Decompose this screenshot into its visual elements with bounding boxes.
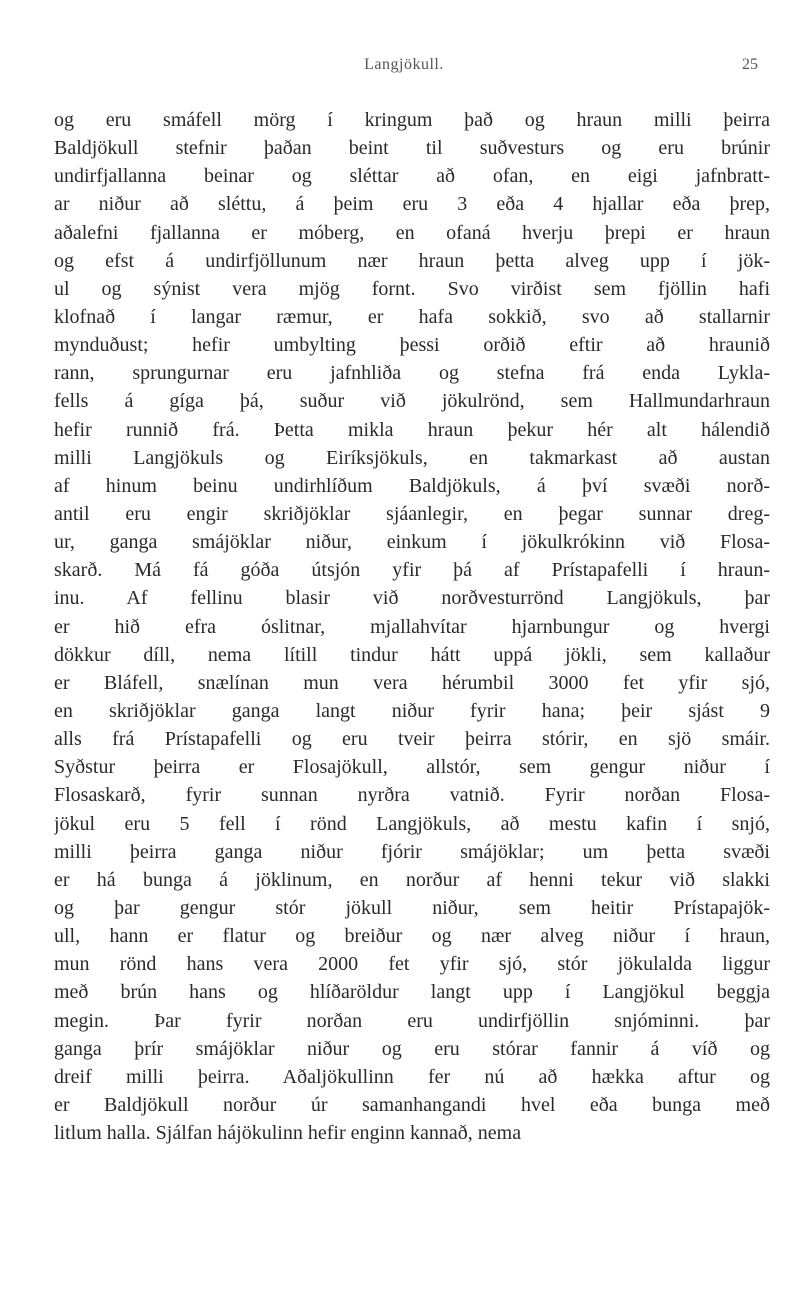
text-line: ull, hann er flatur og breiður og nær alveg niður í hraun, bbox=[54, 925, 770, 948]
text-line: antil eru engir skriðjöklar sjáanlegir, en þegar sunnar dreg- bbox=[54, 502, 770, 525]
text-line: er há bunga á jöklinum, en norður af henni tekur við slakki bbox=[54, 868, 770, 891]
text-line: jökul eru 5 fell í rönd Langjökuls, að mestu kafin í snjó, bbox=[54, 812, 770, 835]
text-line: mynduðust; hefir umbylting þessi orðið eftir að hraunið bbox=[54, 334, 770, 357]
text-line: ar niður að sléttu, á þeim eru 3 eða 4 hjallar eða þrep, bbox=[54, 193, 770, 216]
text-line: en skriðjöklar ganga langt niður fyrir hana; þeir sjást 9 bbox=[54, 699, 770, 722]
text-line: rann, sprungurnar eru jafnhliða og stefna frá enda Lykla- bbox=[54, 362, 770, 385]
text-line: inu. Af fellinu blasir við norðvesturrönd Langjökuls, þar bbox=[54, 587, 770, 610]
text-line: skarð. Má fá góða útsjón yfir þá af Prístapafelli í hraun- bbox=[54, 559, 770, 582]
text-line: megin. Þar fyrir norðan eru undirfjöllin snjóminni. þar bbox=[54, 1009, 770, 1032]
text-line: er Baldjökull norður úr samanhangandi hvel eða bunga með bbox=[54, 1093, 770, 1116]
text-line: með brún hans og hlíðaröldur langt upp í Langjökul beggja bbox=[54, 981, 770, 1004]
text-line: er Bláfell, snælínan mun vera hérumbil 3000 fet yfir sjó, bbox=[54, 671, 770, 694]
text-line: af hinum beinu undirhlíðum Baldjökuls, á því svæði norð- bbox=[54, 474, 770, 497]
text-line: og þar gengur stór jökull niður, sem heitir Prístapajök- bbox=[54, 896, 770, 919]
text-line: dreif milli þeirra. Aðaljökullinn fer nú að hækka aftur og bbox=[54, 1065, 770, 1088]
text-line: er hið efra óslitnar, mjallahvítar hjarnbungur og hvergi bbox=[54, 615, 770, 638]
text-line: hefir runnið frá. Þetta mikla hraun þekur hér alt hálendið bbox=[54, 418, 770, 441]
text-line: milli þeirra ganga niður fjórir smájöklar; um þetta svæði bbox=[54, 840, 770, 863]
text-line: undirfjallanna beinar og sléttar að ofan, en eigi jafnbratt- bbox=[54, 165, 770, 188]
page-header bbox=[0, 56, 808, 86]
running-title: Langjökull. bbox=[364, 56, 444, 73]
page-number: 25 bbox=[742, 56, 758, 73]
text-line: milli Langjökuls og Eiríksjökuls, en takmarkast að austan bbox=[54, 446, 770, 469]
text-line: alls frá Prístapafelli og eru tveir þeirra stórir, en sjö smáir. bbox=[54, 728, 770, 751]
text-line: Flosaskarð, fyrir sunnan nyrðra vatnið. Fyrir norðan Flosa- bbox=[54, 784, 770, 807]
text-line: Baldjökull stefnir þaðan beint til suðvesturs og eru brúnir bbox=[54, 137, 770, 160]
text-line: ur, ganga smájöklar niður, einkum í jökulkrókinn við Flosa- bbox=[54, 531, 770, 554]
text-line: og efst á undirfjöllunum nær hraun þetta alveg upp í jök- bbox=[54, 249, 770, 272]
text-line: fells á gíga þá, suður við jökulrönd, sem Hallmundarhraun bbox=[54, 390, 770, 413]
text-line: ul og sýnist vera mjög fornt. Svo virðist sem fjöllin hafi bbox=[54, 277, 770, 300]
text-line: aðalefni fjallanna er móberg, en ofaná hverju þrepi er hraun bbox=[54, 221, 770, 244]
text-line: litlum halla. Sjálfan hájökulinn hefir enginn kannað, nema bbox=[54, 1122, 522, 1145]
text-line: og eru smáfell mörg í kringum það og hraun milli þeirra bbox=[54, 109, 770, 131]
text-line: klofnað í langar ræmur, er hafa sokkið, svo að stallarnir bbox=[54, 305, 770, 328]
text-line: Syðstur þeirra er Flosajökull, allstór, sem gengur niður í bbox=[54, 756, 770, 779]
text-line: ganga þrír smájöklar niður og eru stórar fannir á víð og bbox=[54, 1037, 770, 1060]
text-line: mun rönd hans vera 2000 fet yfir sjó, stór jökulalda liggur bbox=[54, 953, 770, 976]
text-line: dökkur díll, nema lítill tindur hátt uppá jökli, sem kallaður bbox=[54, 643, 770, 666]
body-text bbox=[54, 106, 770, 1147]
